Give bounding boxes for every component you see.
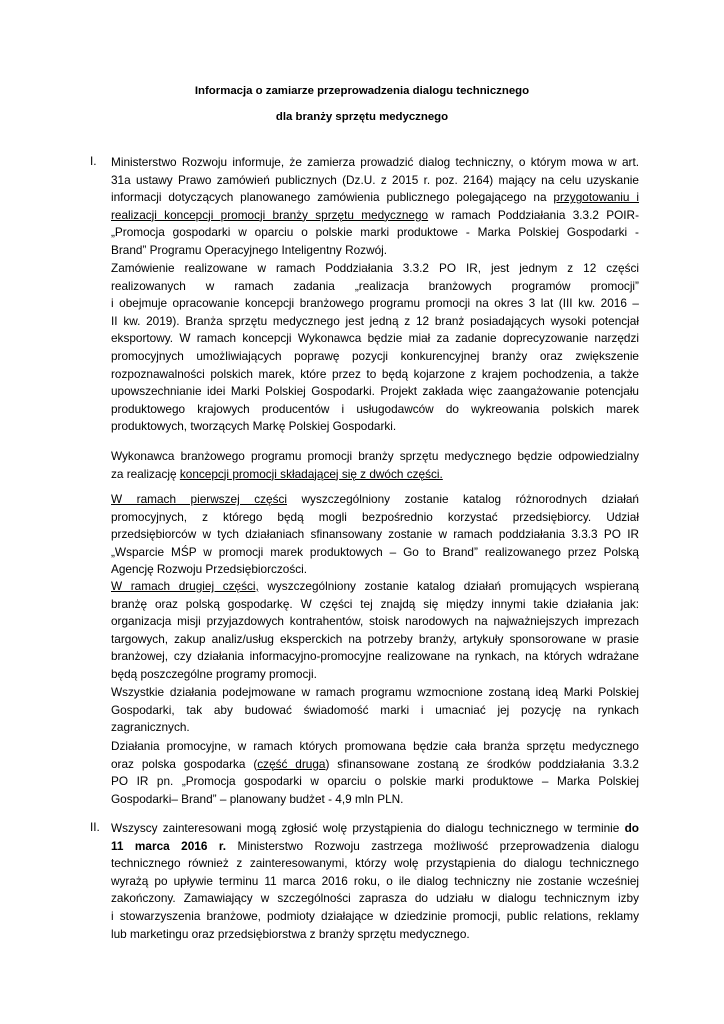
- text-line: realizowanych w ramach zadania „realizacja branżowych programów promocji”: [111, 278, 639, 293]
- text-line: [111, 820, 639, 838]
- text-line: branżę oraz polską gospodarkę. W części tej znajdą się między innymi takie działania jak:: [111, 596, 639, 611]
- text-line: promocyjnych umożliwiających poprawę pozycji konkurencyjnej branży oraz zwiększenie: [111, 348, 639, 363]
- section-2-number: II.: [90, 820, 100, 834]
- section-1-number: I.: [90, 154, 97, 168]
- text-line: technicznego również z zainteresowanymi, którzy wolę przystąpienia do dialogu technicznego: [111, 856, 639, 871]
- section-1-paragraph-3: [111, 448, 639, 483]
- text-line: Zamówienie realizowane w ramach Poddziałania 3.3.2 PO IR, jest jednym z 12 części: [111, 261, 639, 275]
- text-line: rozpoznawalności polskich marek, które przez to będą kojarzone z krajem pochodzenia, a także: [111, 366, 639, 381]
- text-span: ) sfinansowane zostaną ze środków poddziałania 3.3.2: [325, 756, 639, 771]
- text-line: [111, 838, 639, 856]
- text-line: Wykonawca branżowego programu promocji branży sprzętu medycznego będzie odpowiedzialny: [111, 449, 639, 463]
- text-line: Gospodarki, tak aby budować świadomość marki i umacniać jej pozycję na rynkach: [111, 702, 639, 717]
- text-line: i obejmuje opracowanie koncepcji branżowego programu promocji na okres 3 lat (III kw. 2016 –: [111, 296, 639, 311]
- text-span: oraz polska gospodarka (: [111, 756, 258, 771]
- text-line: wyrażą po upływie terminu 11 marca 2016 roku, o ile dialog techniczny nie zostanie wcześniej: [111, 873, 639, 888]
- text-line: będą poszczególne programy promocji.: [111, 666, 317, 681]
- underlined-text: realizacji koncepcji promocji branży sprzętu medycznego: [111, 207, 429, 222]
- text-line: lub marketingu oraz przedsiębiorstwa z branży sprzętu medycznego.: [111, 926, 470, 941]
- text-line: zagranicznych.: [111, 720, 190, 735]
- bold-text: 11 marca 2016 r.: [111, 838, 227, 853]
- bold-text: do: [624, 821, 639, 835]
- text-line: Działania promocyjne, w ramach których promowana będzie cała branża sprzętu medycznego: [111, 739, 639, 753]
- text-line: 31a ustawy Prawo zamówień publicznych (Dz.U. z 2015 r. poz. 2164) mający na celu uzyskanie: [111, 172, 639, 187]
- text-line: [111, 491, 639, 509]
- section-1-paragraph-7: [111, 738, 639, 808]
- text-line: [111, 756, 639, 774]
- text-line: Wszystkie działania podejmowane w ramach programu wzmocnione zostaną ideą Marki Polskiej: [111, 685, 639, 699]
- text-line: eksportowy. W ramach koncepcji Wykonawca będzie miał za zadanie doprecyzowanie narzędzi: [111, 331, 639, 346]
- document-title-line-1: Informacja o zamiarze przeprowadzenia dialogu technicznego: [194, 85, 530, 97]
- text-line: „Promocja gospodarki w oparciu o polskie marki produktowe - Marka Polskiej Gospodarki -: [111, 225, 639, 240]
- text-line: PO IR pn. „Promocja gospodarki w oparciu o polskie marki produktowe – Marka Polskiej: [111, 774, 639, 789]
- section-1-paragraph-6: [111, 684, 639, 737]
- text-span: informacji dotyczących planowanego zamówienia publicznego polegającego na: [111, 190, 554, 205]
- text-span: w ramach Poddziałania 3.3.2 POIR-: [428, 207, 639, 222]
- section-1-paragraph-1: [111, 154, 639, 260]
- text-line: branżowej, czy działania informacyjno-promocyjne realizowane na rynkach, na których wdrażane: [111, 649, 639, 664]
- text-span: Wszyscy zainteresowani mogą zgłosić wolę przystąpienia do dialogu technicznego w terminie: [111, 821, 625, 835]
- text-line: [111, 189, 639, 207]
- text-span: Ministerstwo Rozwoju zastrzega możliwość przeprowadzenia dialogu: [226, 838, 639, 853]
- section-2-paragraph: [111, 820, 639, 943]
- text-line: II kw. 2019). Branża sprzętu medycznego jest jedną z 12 branż posiadających wysoki potencjał: [111, 313, 639, 328]
- underlined-text: przygotowaniu i: [553, 190, 639, 205]
- text-line: Gospodarki– Brand” – planowany budżet - 4,9 mln PLN.: [111, 791, 404, 806]
- text-line: upowszechnianie idei Marki Polskiej Gospodarki. Projekt zakłada więc zaangażowanie potencjału: [111, 384, 639, 399]
- document-title-line-2: dla branży sprzętu medycznego: [275, 111, 449, 123]
- section-1-paragraph-4: [111, 491, 639, 579]
- underlined-text: W ramach drugiej części,: [111, 579, 259, 593]
- underlined-text: część druga: [257, 756, 326, 771]
- underlined-text: koncepcji promocji składającej się z dwóch części.: [179, 466, 443, 481]
- underlined-text: W ramach pierwszej części: [111, 492, 287, 506]
- text-line: i stowarzyszenia branżowe, podmioty działające w dziedzinie promocji, public relations, reklamy: [111, 908, 639, 923]
- text-line: Agencję Rozwoju Przedsiębiorczości.: [111, 562, 308, 577]
- text-line: przedsiębiorców w tych działaniach sfinansowany zostanie w ramach poddziałania 3.3.3 PO IR: [111, 527, 639, 542]
- text-line: produktowych, tworzących Markę Polskiej Gospodarki.: [111, 419, 397, 434]
- text-line: zakończony. Zamawiający w szczególności zaprasza do udziału w dialogu technicznym izby: [111, 891, 639, 906]
- text-line: organizacja misji przyjazdowych kontrahentów, stoisk narodowych na najważniejszych imprezach: [111, 614, 639, 629]
- section-1-paragraph-2: [111, 260, 639, 436]
- text-line: Ministerstwo Rozwoju informuje, że zamierza prowadzić dialog techniczny, o którym mowa w art.: [111, 155, 639, 169]
- text-span: wyszczególniony zostanie katalog różnorodnych działań: [287, 492, 639, 506]
- section-1-paragraph-5: [111, 578, 639, 684]
- text-span: wyszczególniony zostanie katalog działań promujących wspieraną: [258, 579, 639, 593]
- text-line: produktowego krajowych producentów i usługodawców do wykreowania polskich marek: [111, 401, 639, 416]
- text-line: [111, 207, 639, 225]
- text-line: [111, 578, 639, 596]
- text-line: Brand” Programu Operacyjnego Inteligentny Rozwój.: [111, 242, 388, 257]
- text-line: promocyjnych, z którego będą mogli bezpośrednio korzystać przedsiębiorcy. Udział: [111, 509, 639, 524]
- text-line: [111, 466, 639, 484]
- text-line: targowych, zakup analiz/usług eksperckich na potrzeby branży, artykuły sponsorowane w prasie: [111, 631, 639, 646]
- text-span: za realizację: [111, 466, 180, 481]
- text-line: „Wsparcie MŚP w promocji marek produktowych – Go to Brand” realizowanego przez Polską: [111, 544, 639, 559]
